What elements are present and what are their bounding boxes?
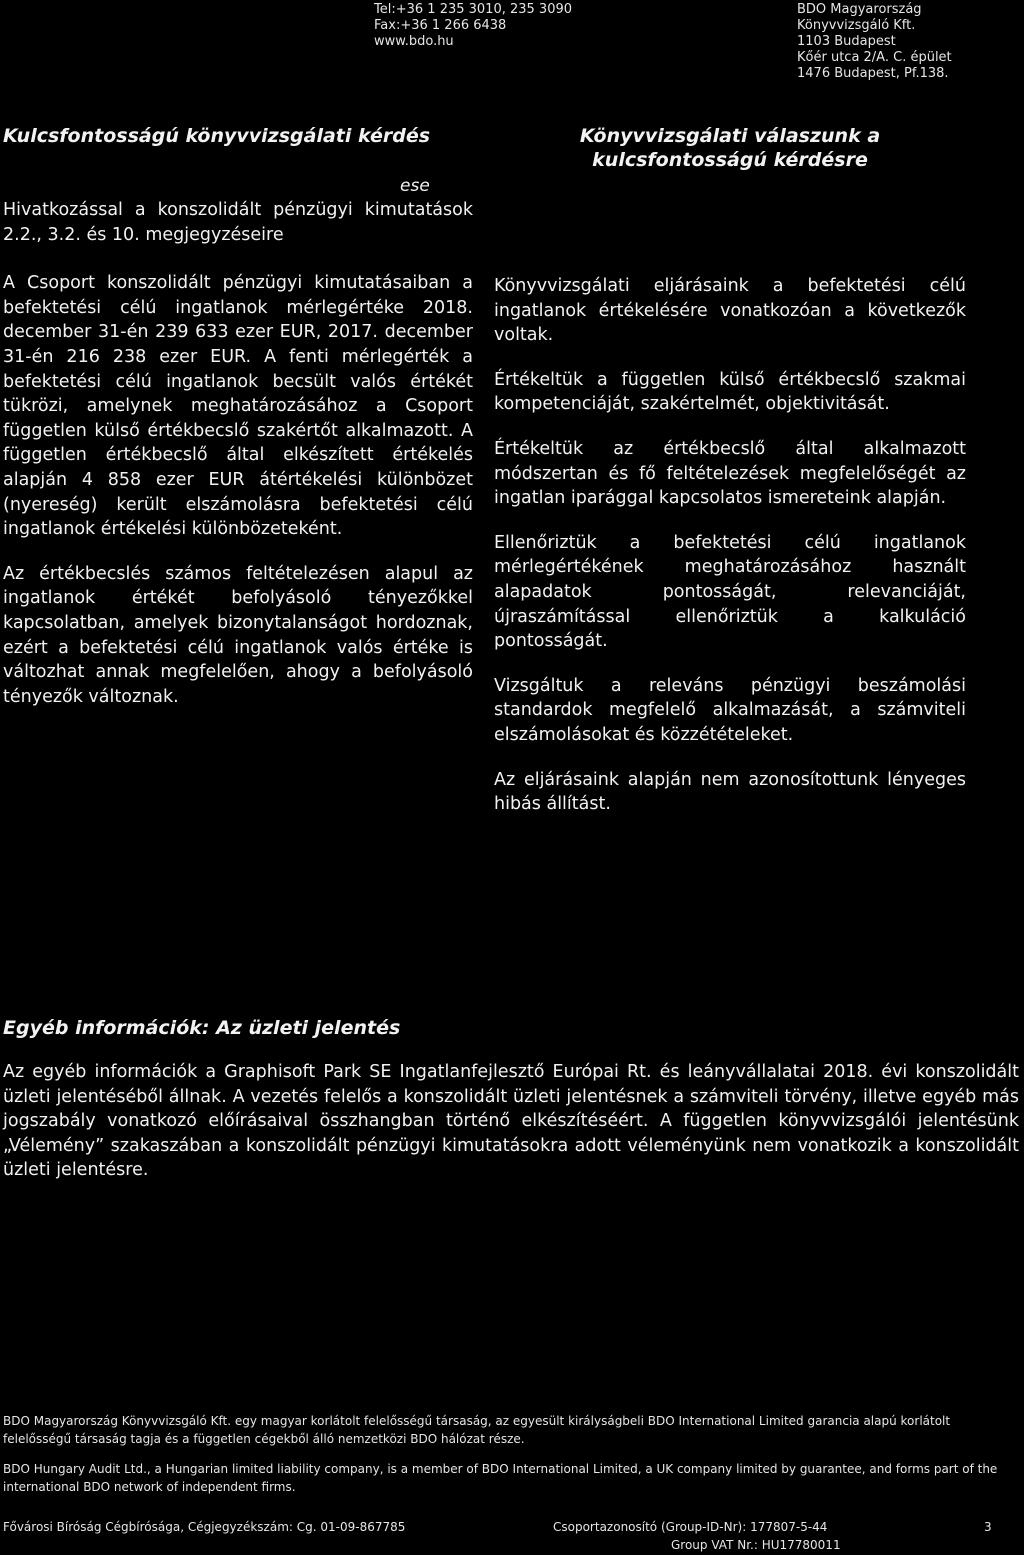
footer-group-vat: Group VAT Nr.: HU17780011 [671, 1538, 841, 1552]
kam-reference: Hivatkozással a konszolidált pénzügyi kimutatások 2.2., 3.2. és 10. megjegyzéseire [3, 200, 473, 245]
page-number: 3 [984, 1520, 992, 1534]
kam-right-paragraph: Vizsgáltuk a releváns pénzügyi beszámolási standardok megfelelő alkalmazását, a számviteli elszámolásokat és közzétételeket. [494, 675, 966, 745]
footer-hu-note: BDO Magyarország Könyvvizsgáló Kft. egy magyar korlátolt felelősségű társaság, az egyesült királyságbeli BDO International Limited garancia alapú korlátolt felelősségű társaság tagja és a független cégekből álló nemzetközi BDO hálózat része. [3, 1414, 951, 1446]
header-company-type: Könyvvizsgáló Kft. [797, 18, 916, 33]
kam-left-column [3, 198, 473, 709]
header-website: www.bdo.hu [374, 34, 454, 49]
kam-left-paragraph: A Csoport konszolidált pénzügyi kimutatásaiban a befektetési célú ingatlanok mérlegértéke 2018. december 31-én 239 633 ezer EUR, 2017. december 31-én 216 238 ezer EUR. A fenti mérlegérték a befektetési célú ingatlanok becsült valós értékét tükrözi, amelynek meghatározásához a Csoport független külső értékbecslő szakértőt alkalmazott. A független értékbecslő által elkészített értékelés alapján 4 858 ezer EUR átértékelési különbözet (nyereség) került elszámolásra befektetési célú ingatlanok értékelési különbözeteként. [3, 273, 473, 540]
header-city: 1103 Budapest [797, 34, 896, 49]
footer-group-ids [553, 1518, 841, 1554]
header-company: BDO Magyarország [797, 2, 922, 17]
other-info-body [3, 1060, 1019, 1183]
kam-right-paragraph: Könyvvizsgálati eljárásaink a befektetési célú ingatlanok értékelésére vonatkozóan a következők voltak. [494, 276, 966, 346]
kam-right-title: Könyvvizsgálati válaszunk a kulcsfontosságú kérdésre [579, 125, 881, 171]
kam-right-paragraph: Értékeltük a független külső értékbecslő szakmai kompetenciáját, szakértelmét, objektivitását. [494, 369, 966, 415]
footer-group-id: Csoportazonosító (Group-ID-Nr): 177807-5-44 [553, 1520, 828, 1534]
footer-registry: Fővárosi Bíróság Cégbírósága, Cégjegyzékszám: Cg. 01-09-867785 [3, 1520, 406, 1534]
kam-right-paragraph: Az eljárásaink alapján nem azonosítottunk lényeges hibás állítást. [494, 769, 966, 815]
kam-left-subheading: ese [400, 176, 430, 196]
footer-notes [3, 1412, 1019, 1508]
kam-right-paragraph: Ellenőriztük a befektetési célú ingatlanok mérlegértékének meghatározásához használt alapadatok pontosságát, relevanciáját, újraszámítással ellenőriztük a kalkuláció pontosságát. [494, 532, 966, 652]
kam-left-paragraph: Az értékbecslés számos feltételezésen alapul az ingatlanok értékét befolyásoló tényezőkkel kapcsolatban, amelyek bizonytalanságot hordoznak, ezért a befektetési célú ingatlanok valós értéke is változhat annak megfelelően, ahogy a befolyásoló tényezők változnak. [3, 563, 473, 707]
header-phone: Tel:+36 1 235 3010, 235 3090 [374, 2, 573, 17]
header-street: Kőér utca 2/A. C. épület [797, 50, 952, 65]
header-contact [374, 2, 572, 50]
header-address [797, 2, 952, 82]
header-fax: Fax:+36 1 266 6438 [374, 18, 507, 33]
header-po-box: 1476 Budapest, Pf.138. [797, 66, 949, 81]
other-info-title: Egyéb információk: Az üzleti jelentés [3, 1017, 401, 1039]
footer-en-note: BDO Hungary Audit Ltd., a Hungarian limited liability company, is a member of BDO International Limited, a UK company limited by guarantee, and forms part of the international BDO network of independent firms. [3, 1462, 998, 1494]
kam-right-paragraph: Értékeltük az értékbecslő által alkalmazott módszertan és fő feltételezések megfelelőségét az ingatlan iparággal kapcsolatos ismereteink alapján. [494, 438, 966, 509]
kam-left-title: Kulcsfontosságú könyvvizsgálati kérdés [3, 125, 431, 147]
kam-right-column [494, 274, 966, 817]
other-info-paragraph: Az egyéb információk a Graphisoft Park SE Ingatlanfejlesztő Európai Rt. és leányvállalatai 2018. évi konszolidált üzleti jelentéséből állnak. A vezetés felelős a konszolidált üzleti jelentésnek a számviteli törvény, illetve egyéb más jogszabály vonatkozó előírásaival összhangban történő elkészítéséért. A független könyvvizsgálói jelentésünk „Vélemény” szakaszában a konszolidált pénzügyi kimutatásokra adott véleményünk nem vonatkozik a konszolidált üzleti jelentésre. [3, 1062, 1019, 1181]
